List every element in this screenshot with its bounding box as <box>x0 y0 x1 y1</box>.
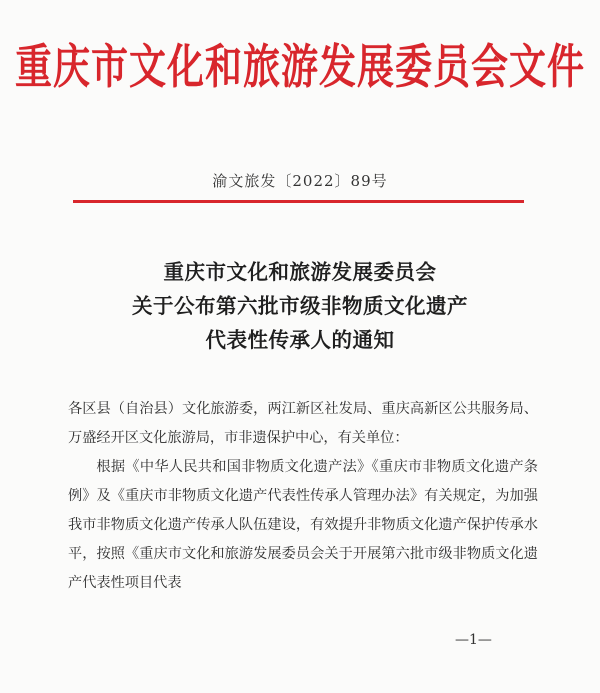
addressees-paragraph: 各区县（自治县）文化旅游委，两江新区社发局、重庆高新区公共服务局、万盛经开区文化旅游局，市非遗保护中心，有关单位： <box>68 401 538 446</box>
issuer-header-title: 重庆市文化和旅游发展委员会文件 <box>15 38 585 95</box>
notice-title-line-3: 代表性传承人的通知 <box>205 328 395 352</box>
body-paragraph-1: 根据《中华人民共和国非物质文化遗产法》《重庆市非物质文化遗产条例》及《重庆市非物质文化遗产代表性传承人管理办法》有关规定，为加强我市非物质文化遗产传承人队伍建设，有效提升非物质文化遗产保护传承水平，按照《重庆市文化和旅游发展委员会关于开展第六批市级非物质文化遗产代表性项目代表 <box>68 459 538 591</box>
document-number: 渝文旅发〔2022〕89号 <box>212 172 388 190</box>
page-number: —1— <box>455 632 492 648</box>
notice-title-line-2: 关于公布第六批市级非物质文化遗产 <box>132 294 468 318</box>
red-divider-rule <box>73 200 524 203</box>
notice-title-line-1: 重庆市文化和旅游发展委员会 <box>163 260 437 284</box>
notice-title <box>0 255 600 357</box>
notice-body <box>68 395 538 598</box>
